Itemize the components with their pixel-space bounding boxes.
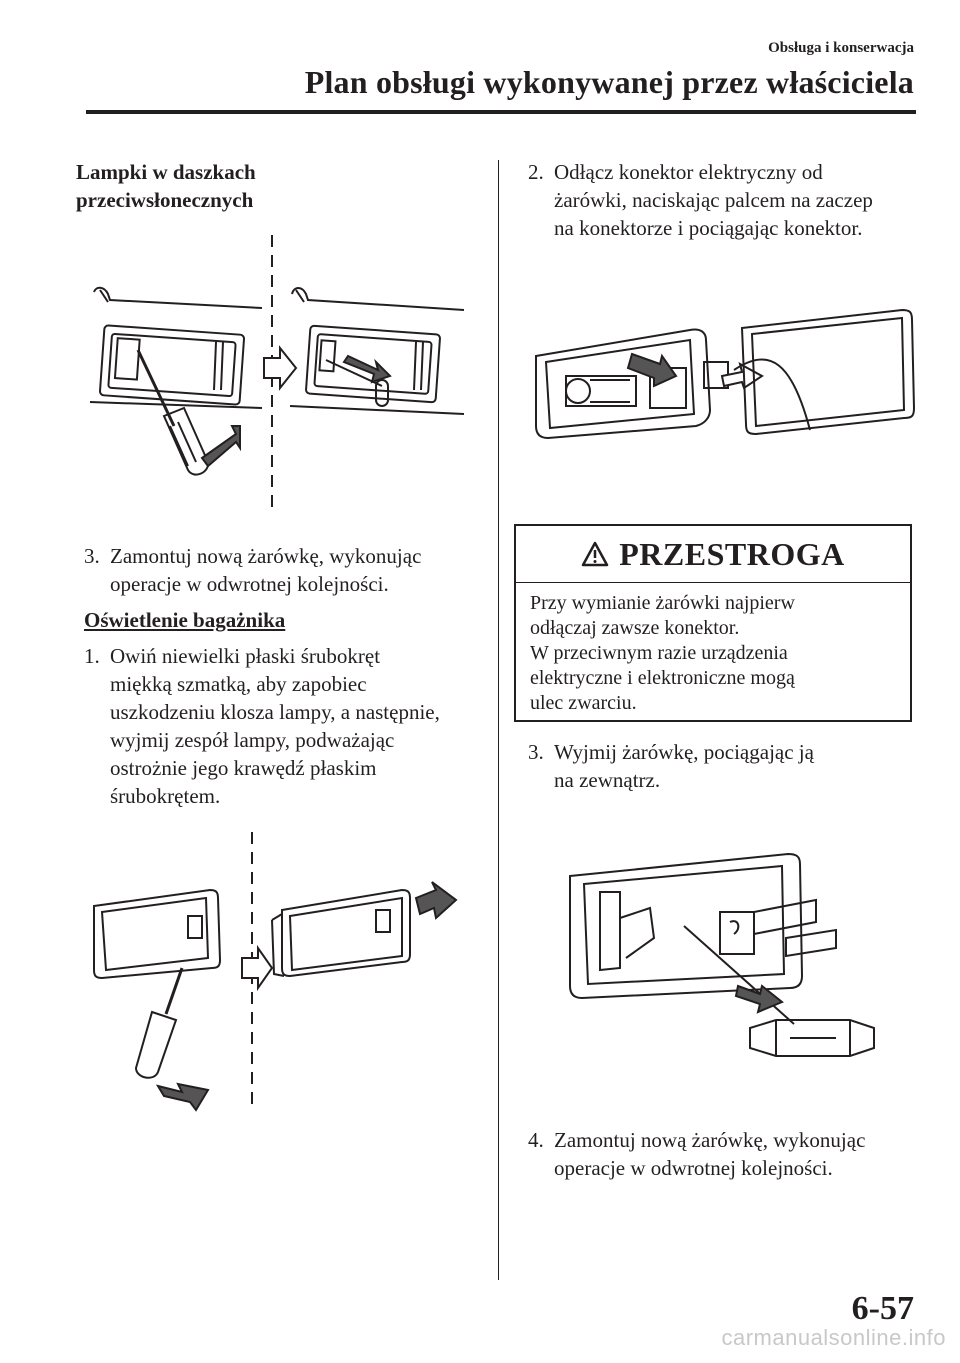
step-number: 3. xyxy=(84,544,100,568)
step-text-line: operacje w odwrotnej kolejności. xyxy=(554,1156,833,1180)
caution-box xyxy=(514,524,912,722)
heading-line: Lampki w daszkach xyxy=(76,160,256,184)
header-rule xyxy=(86,110,916,114)
step-number: 2. xyxy=(528,160,544,184)
connector-disconnect-illustration xyxy=(530,306,920,446)
left-step-3 xyxy=(84,542,494,598)
page-number: 6-57 xyxy=(851,1290,914,1327)
step-text-line: miękką szmatką, aby zapobiec xyxy=(110,672,367,696)
step-text-line: śrubokrętem. xyxy=(110,784,221,808)
luggage-lamp-removal-illustration xyxy=(86,828,476,1113)
column-divider xyxy=(498,160,499,1280)
caution-line: W przeciwnym razie urządzenia xyxy=(530,642,788,664)
page-title: Plan obsługi wykonywanej przez właściciela xyxy=(304,64,914,100)
step-text-line: na zewnątrz. xyxy=(554,768,661,792)
step-text-line: żarówki, naciskając palcem na zaczep xyxy=(554,188,873,212)
caution-header xyxy=(516,526,910,583)
step-text-line: Zamontuj nową żarówkę, wykonując xyxy=(110,544,422,568)
step-number: 4. xyxy=(528,1128,544,1152)
step-text-line: Odłącz konektor elektryczny od xyxy=(554,160,823,184)
heading-sun-visor-lamps xyxy=(76,158,256,214)
bulb-removal-illustration xyxy=(560,848,900,1078)
right-step-2 xyxy=(528,158,938,242)
caution-body xyxy=(516,583,910,724)
caution-line: Przy wymianie żarówki najpierw xyxy=(530,592,795,614)
right-step-4 xyxy=(528,1126,938,1182)
step-text-line: wyjmij zespół lampy, podważając xyxy=(110,728,395,752)
step-text-line: Zamontuj nową żarówkę, wykonując xyxy=(554,1128,866,1152)
caution-line: ulec zwarciu. xyxy=(530,692,637,714)
step-number: 3. xyxy=(528,740,544,764)
step-text-line: uszkodzeniu klosza lampy, a następnie, xyxy=(110,700,440,724)
step-text-line: operacje w odwrotnej kolejności. xyxy=(110,572,389,596)
sun-visor-lamp-illustration xyxy=(86,230,476,515)
section-label: Obsługa i konserwacja xyxy=(768,40,914,56)
step-text-line: na konektorze i pociągając konektor. xyxy=(554,216,863,240)
step-text-line: Owiń niewielki płaski śrubokręt xyxy=(110,644,381,668)
step-number: 1. xyxy=(84,644,100,668)
step-text-line: Wyjmij żarówkę, pociągając ją xyxy=(554,740,814,764)
caution-line: odłączaj zawsze konektor. xyxy=(530,617,740,639)
step-text-line: ostrożnie jego krawędź płaskim xyxy=(110,756,377,780)
heading-line: przeciwsłonecznych xyxy=(76,188,254,212)
watermark: carmanualsonline.info xyxy=(721,1325,946,1350)
warning-triangle-icon xyxy=(581,541,609,567)
subheading-luggage-light: Oświetlenie bagażnika xyxy=(84,608,286,632)
right-step-3 xyxy=(528,738,938,794)
left-step-1 xyxy=(84,642,494,810)
caution-line: elektryczne i elektroniczne mogą xyxy=(530,667,795,689)
caution-title: PRZESTROGA xyxy=(619,535,845,572)
